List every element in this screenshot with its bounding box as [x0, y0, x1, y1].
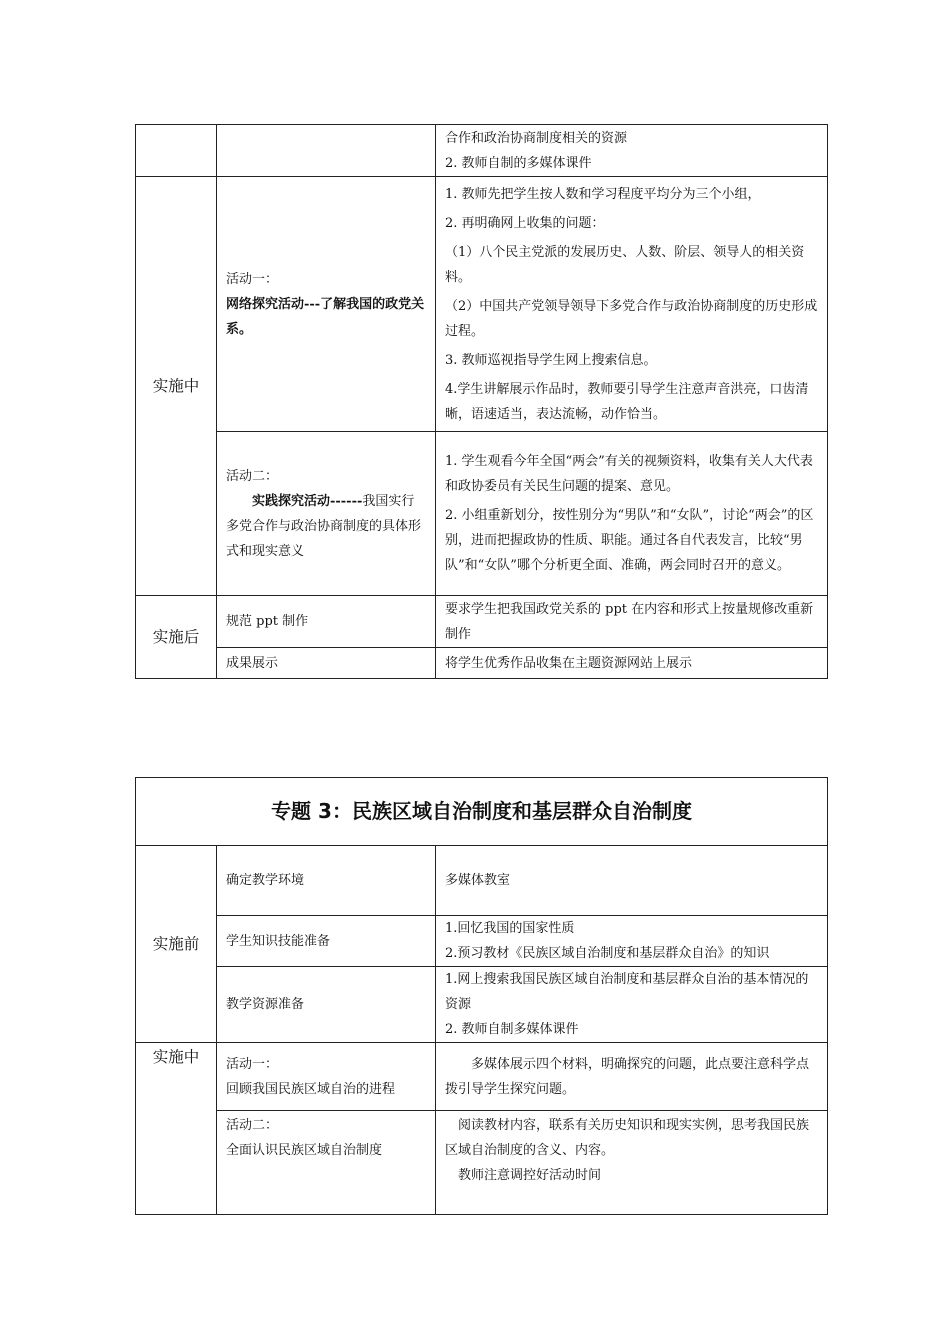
- content-line: 1.回忆我国的国家性质: [445, 921, 575, 936]
- content-line: 3. 教师巡视指导学生网上搜索信息。: [445, 352, 657, 368]
- table-row: [136, 125, 828, 177]
- content-line: 阅读教材内容，联系有关历史知识和现实实例，思考我国民族区域自治制度的含义、内容。: [445, 1118, 810, 1158]
- activity-title: [226, 489, 426, 564]
- content-line: 教师注意调控好活动时间: [458, 1168, 602, 1183]
- table-row: [136, 916, 828, 967]
- table-row: [136, 1111, 828, 1215]
- table-1: [135, 124, 828, 679]
- activity-2-content-cell: [436, 432, 828, 596]
- table-title-row: [136, 778, 828, 846]
- activity-2-content-cell: [436, 1111, 828, 1215]
- before-label-cell: 学生知识技能准备: [217, 916, 436, 967]
- before-content-cell: [436, 916, 828, 967]
- activity-label: 活动二：: [226, 1118, 279, 1133]
- table-row: [136, 432, 828, 596]
- activity-1-content-cell: [436, 1043, 828, 1111]
- activity-2-label-cell: [217, 432, 436, 596]
- activity-label: 活动一：: [226, 271, 279, 287]
- content-line: 1.网上搜索我国民族区域自治制度和基层群众自治的基本情况的资源: [445, 972, 809, 1012]
- activity-2-label-cell: [217, 1111, 436, 1215]
- activity-1-label-cell: [217, 1043, 436, 1111]
- content-line: 2. 教师自制多媒体课件: [445, 1022, 579, 1037]
- stage-label-during: 实施中: [136, 177, 217, 596]
- after-label-cell: 规范 ppt 制作: [217, 596, 436, 648]
- content-line: 多媒体展示四个材料，明确探究的问题，此点要注意科学点拨引导学生探究问题。: [445, 1056, 810, 1097]
- stage-cell-empty: [136, 125, 217, 177]
- resource-line: 2. 教师自制的多媒体课件: [445, 155, 592, 171]
- before-label-cell: 确定教学环境: [217, 846, 436, 916]
- stage-label-before: 实施前: [136, 846, 217, 1043]
- content-line: 2. 再明确网上收集的问题：: [445, 215, 605, 231]
- before-content-cell: 多媒体教室: [436, 846, 828, 916]
- activity-1-content-cell: [436, 177, 828, 432]
- activity-title-bold: 实践探究活动------: [252, 493, 363, 509]
- table-row: [136, 846, 828, 916]
- content-line: （2）中国共产党领导领导下多党合作与政治协商制度的历史形成过程。: [445, 298, 818, 339]
- resource-continuation-cell: [436, 125, 828, 177]
- after-content-cell: 将学生优秀作品收集在主题资源网站上展示: [436, 648, 828, 679]
- content-line: 4.学生讲解展示作品时，教师要引导学生注意声音洪亮，口齿清晰，语速适当，表达流畅，动作恰当。: [445, 381, 809, 422]
- activity-title-rest: 我国实行多党合作与政治协商制度的具体形式和现实意义: [226, 493, 422, 559]
- table-row: [136, 648, 828, 679]
- content-line: （1）八个民主党派的发展历史、人数、阶层、领导人的相关资料。: [445, 244, 805, 285]
- table-row: [136, 1043, 828, 1111]
- resource-line: 合作和政治协商制度相关的资源: [445, 130, 628, 146]
- activity-1-label-cell: [217, 177, 436, 432]
- stage-label-during: 实施中: [136, 1043, 217, 1215]
- before-label-cell: 教学资源准备: [217, 967, 436, 1043]
- content-line: 1. 教师先把学生按人数和学习程度平均分为三个小组，: [445, 186, 761, 202]
- after-content-cell: 要求学生把我国政党关系的 ppt 在内容和形式上按量规修改重新制作: [436, 596, 828, 648]
- stage-label-after: 实施后: [136, 596, 217, 679]
- content-line: 2. 小组重新划分，按性别分为“男队”和“女队”，讨论“两会”的区别，进而把握政协的性质、职能。通过各自代表发言，比较“男队”和“女队”哪个分析更全面、准确，两会同时召开的意义。: [445, 508, 814, 573]
- before-content-cell: [436, 967, 828, 1043]
- section-title: 专题 3：民族区域自治制度和基层群众自治制度: [136, 778, 828, 846]
- table-2: [135, 777, 828, 1215]
- after-label-cell: 成果展示: [217, 648, 436, 679]
- activity-title: 全面认识民族区域自治制度: [226, 1143, 383, 1158]
- table-row: [136, 967, 828, 1043]
- activity-label: 活动二：: [226, 468, 279, 484]
- table-row: [136, 177, 828, 432]
- activity-title: 回顾我国民族区域自治的进程: [226, 1081, 396, 1097]
- activity-label: 活动一：: [226, 1056, 279, 1072]
- content-line: 2.预习教材《民族区域自治制度和基层群众自治》的知识: [445, 946, 770, 961]
- activity-title: 网络探究活动---了解我国的政党关系。: [226, 296, 425, 337]
- content-line: 1. 学生观看今年全国“两会”有关的视频资料，收集有关人大代表和政协委员有关民生问题的提案、意见。: [445, 454, 813, 494]
- table-row: [136, 596, 828, 648]
- label-cell-empty: [217, 125, 436, 177]
